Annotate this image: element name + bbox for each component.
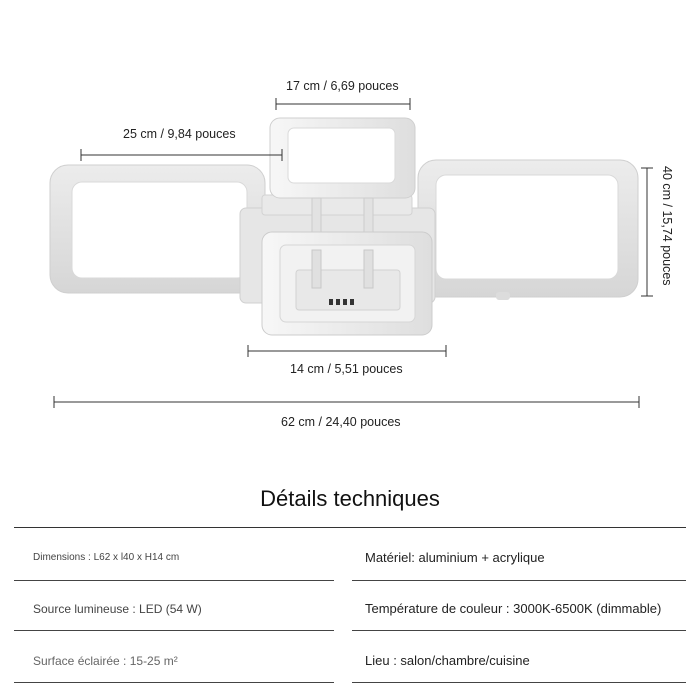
- divider: [14, 630, 334, 631]
- side-width-label: 25 cm / 9,84 pouces: [123, 127, 236, 141]
- spec-location: Lieu : salon/chambre/cuisine: [365, 653, 530, 668]
- bottom-width-label: 14 cm / 5,51 pouces: [290, 362, 403, 376]
- left-frame: [50, 165, 265, 293]
- header-divider: [14, 527, 686, 528]
- total-width-label: 62 cm / 24,40 pouces: [281, 415, 401, 429]
- divider: [352, 682, 686, 683]
- front-small-frame: [262, 232, 432, 335]
- divider: [352, 630, 686, 631]
- spec-material: Matériel: aluminium + acrylique: [365, 550, 545, 565]
- top-width-label: 17 cm / 6,69 pouces: [286, 79, 399, 93]
- section-title: Détails techniques: [260, 486, 440, 511]
- divider: [14, 580, 334, 581]
- spec-dimensions: Dimensions : L62 x l40 x H14 cm: [33, 552, 180, 563]
- spec-surface: Surface éclairée : 15-25 m²: [33, 654, 178, 668]
- height-label: 40 cm / 15,74 pouces: [660, 166, 674, 286]
- spec-color-temperature: Température de couleur : 3000K-6500K (dimmable): [365, 601, 662, 616]
- divider: [352, 580, 686, 581]
- divider: [14, 682, 334, 683]
- right-frame: [418, 160, 638, 300]
- spec-light-source: Source lumineuse : LED (54 W): [33, 602, 202, 616]
- top-small-frame: [270, 118, 415, 198]
